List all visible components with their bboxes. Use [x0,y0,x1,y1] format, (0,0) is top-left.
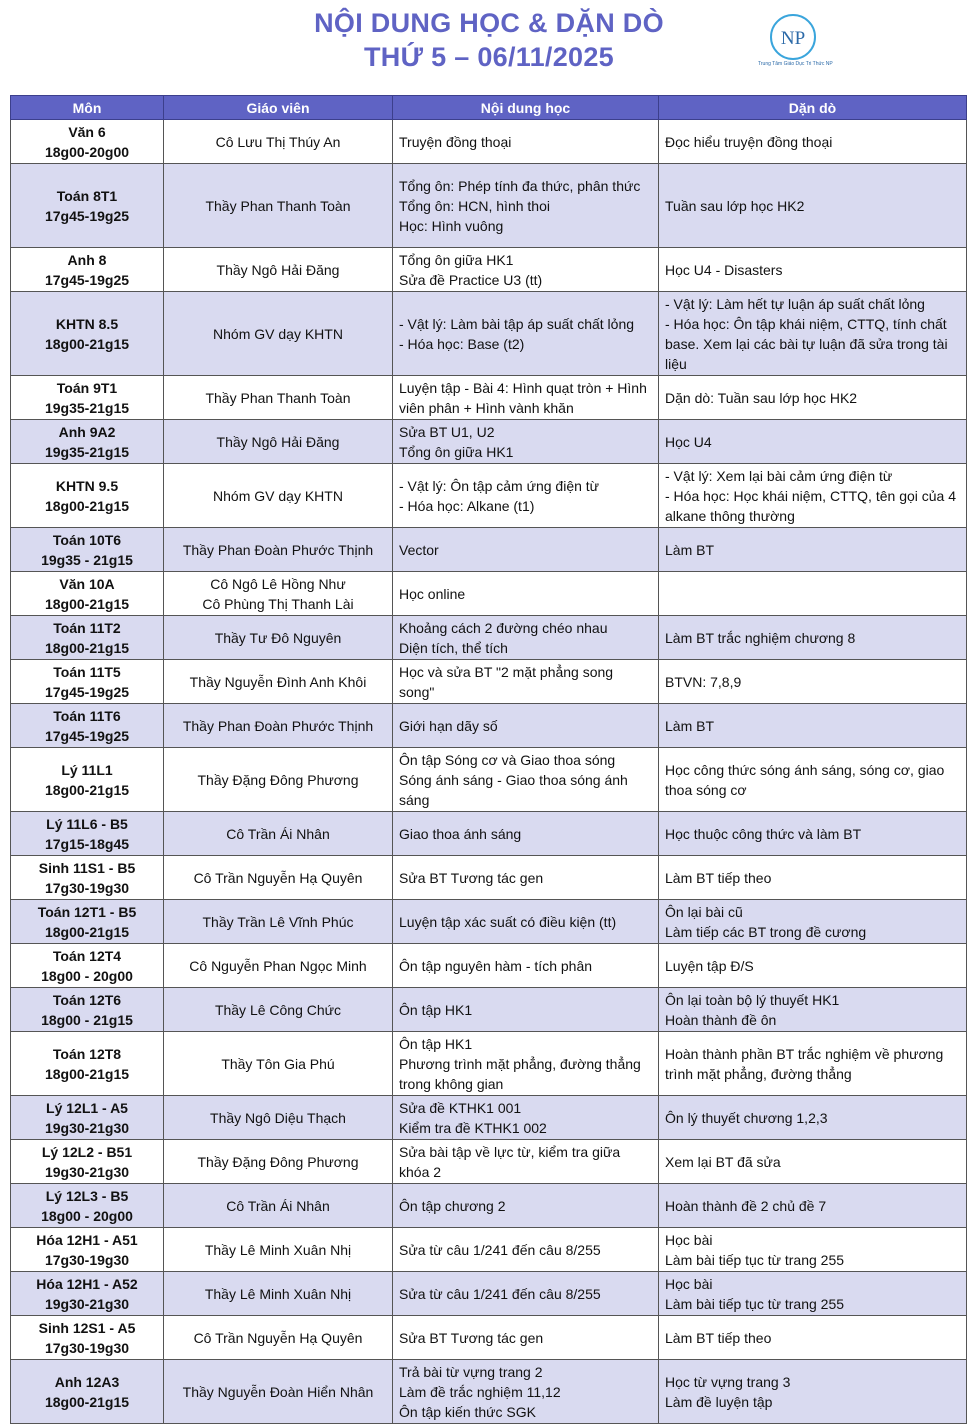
cell-line: Thầy Tôn Gia Phú [221,1055,335,1072]
cell-line: Thầy Nguyễn Đoàn Hiển Nhân [182,1383,374,1400]
cell-nd [393,1032,659,1096]
cell-line: 19g35-21g15 [44,443,130,460]
cell-line: BTVN: 7,8,9 [665,673,742,690]
table-row [11,528,967,572]
cell-gv [164,120,393,164]
table-row [11,1096,967,1140]
cell-line: Trả bài từ vựng trang 2 [399,1363,543,1380]
cell-line: Hoàn thành phần BT trắc nghiệm về phương trình mặt phẳng, đường thẳng [665,1045,944,1082]
cell-line: Ôn tập nguyên hàm - tích phân [399,957,593,974]
cell-line: Học U4 - Disasters [665,261,783,278]
cell-line: 18g00-20g00 [44,143,130,160]
table-row [11,1184,967,1228]
cell-line: Truyện đồng thoại [399,133,512,150]
header-giao-vien: Giáo viên [164,96,393,120]
cell-line: 18g00 - 20g00 [41,1207,133,1224]
cell-dd [659,1184,967,1228]
cell-gv [164,1360,393,1424]
cell-line: Thầy Đặng Đông Phương [197,771,359,788]
cell-line: Nhóm GV dạy KHTN [213,325,343,342]
cell-dd [659,812,967,856]
cell-mon [11,1360,164,1424]
cell-dd [659,528,967,572]
cell-gv [164,748,393,812]
cell-nd [393,292,659,376]
cell-line: - Hóa học: Ôn tập khái niệm, CTTQ, tính chất base. Xem lại các bài tự luận đã sửa trong tài liệu [665,315,948,372]
cell-line: Thầy Phan Đoàn Phước Thịnh [182,717,374,734]
cell-gv [164,1096,393,1140]
cell-line: Vector [399,541,439,558]
cell-line: - Vật lý: Làm bài tập áp suất chất lỏng [399,315,635,332]
cell-line: Lý 11L6 - B5 [46,815,128,832]
cell-line: Làm BT tiếp theo [665,1329,772,1346]
cell-line: Học bài [665,1275,713,1292]
cell-line: Cô Nguyễn Phan Ngọc Minh [189,957,367,974]
cell-line: - Hóa học: Alkane (t1) [399,497,535,514]
cell-line: Tổng ôn: HCN, hình thoi [399,197,550,214]
cell-line: 18g00-21g15 [44,1393,130,1410]
cell-line: Tổng ôn: Phép tính đa thức, phân thức [399,177,641,194]
cell-line: - Vật lý: Xem lại bài cảm ứng điện từ [665,467,893,484]
cell-line: Làm đề trắc nghiệm 11,12 [399,1383,561,1400]
cell-dd [659,164,967,248]
cell-nd [393,1272,659,1316]
cell-mon [11,572,164,616]
cell-line: 18g00-21g15 [44,595,130,612]
cell-mon [11,988,164,1032]
cell-dd [659,248,967,292]
cell-line: 17g45-19g25 [44,207,130,224]
cell-gv [164,812,393,856]
cell-line: Tổng ôn giữa HK1 [399,251,514,268]
cell-line: Toán 12T1 - B5 [37,903,137,920]
cell-line: Văn 10A [59,575,115,592]
cell-line: Ôn tập HK1 [399,1001,473,1018]
cell-line: Luyện tập Đ/S [665,957,754,974]
cell-line: Anh 12A3 [54,1373,120,1390]
cell-line: Đọc hiểu truyện đồng thoại [665,133,833,150]
cell-line: Hóa 12H1 - A51 [36,1231,138,1248]
cell-dd [659,572,967,616]
cell-line: Tổng ôn giữa HK1 [399,443,514,460]
table-row [11,1032,967,1096]
table-row [11,292,967,376]
table-row [11,1140,967,1184]
cell-mon [11,1032,164,1096]
cell-line: Hoàn thành đề ôn [665,1011,777,1028]
cell-dd [659,660,967,704]
cell-nd [393,660,659,704]
cell-nd [393,376,659,420]
cell-line: Thầy Phan Thanh Toàn [205,389,351,406]
cell-line: Ôn tập HK1 [399,1035,473,1052]
cell-line: Thầy Ngô Hải Đăng [216,261,340,278]
header-noi-dung-hoc: Nội dung học [393,96,659,120]
cell-dd [659,1360,967,1424]
cell-dd [659,1032,967,1096]
cell-gv [164,248,393,292]
cell-line: Anh 8 [67,251,107,268]
cell-line: Làm BT [665,541,715,558]
cell-dd [659,1096,967,1140]
cell-mon [11,1184,164,1228]
cell-line: Học và sửa BT "2 mặt phẳng song song" [399,663,614,700]
cell-line: 18g00-21g15 [44,639,130,656]
cell-line: Làm BT [665,717,715,734]
table-row [11,988,967,1032]
cell-line: Học U4 [665,433,712,450]
cell-mon [11,292,164,376]
cell-line: Văn 6 [68,123,106,140]
cell-line: Dặn dò: Tuần sau lớp học HK2 [665,389,858,406]
cell-line: Học từ vựng trang 3 [665,1373,791,1390]
cell-line: Ôn tập chương 2 [399,1197,506,1214]
cell-line: Sinh 11S1 - B5 [38,859,136,876]
table-row [11,1228,967,1272]
cell-line: 19g35 - 21g15 [41,551,133,568]
table-row [11,856,967,900]
cell-line: Thầy Trần Lê Vĩnh Phúc [202,913,354,930]
cell-gv [164,376,393,420]
cell-line: Cô Ngô Lê Hồng Như [210,575,346,592]
cell-line: Toán 8T1 [56,187,118,204]
table-row [11,376,967,420]
cell-line: Toán 11T2 [53,619,121,636]
cell-line: Toán 12T8 [52,1045,122,1062]
cell-line: 17g30-19g30 [44,1339,130,1356]
cell-line: - Vật lý: Làm hết tự luận áp suất chất lỏng [665,295,925,312]
cell-line: Làm tiếp các BT trong đề cương [665,923,867,940]
cell-line: Ôn tập kiến thức SGK [399,1403,536,1420]
cell-mon [11,1316,164,1360]
cell-line: Thầy Ngô Hải Đăng [216,433,340,450]
table-row [11,164,967,248]
cell-line: Hoàn thành đề 2 chủ đề 7 [665,1197,827,1214]
cell-line: Cô Trần Nguyễn Hạ Quyên [193,1329,363,1346]
cell-mon [11,748,164,812]
cell-line: Thầy Ngô Diệu Thạch [210,1109,346,1126]
cell-line: Cô Trần Nguyễn Hạ Quyên [193,869,363,886]
table-row [11,420,967,464]
cell-dd [659,900,967,944]
cell-line: Cô Lưu Thị Thúy An [215,133,341,150]
cell-line: Thầy Phan Đoàn Phước Thịnh [182,541,374,558]
cell-line: Học thuộc công thức và làm BT [665,825,862,842]
cell-line: Thầy Đặng Đông Phương [197,1153,359,1170]
cell-line: 17g45-19g25 [44,271,130,288]
header-dan-do: Dặn dò [659,96,967,120]
cell-line: Học online [399,585,466,602]
cell-dd [659,120,967,164]
cell-line: Cô Trần Ái Nhân [226,1197,330,1214]
cell-nd [393,616,659,660]
table-row [11,572,967,616]
cell-mon [11,248,164,292]
cell-nd [393,164,659,248]
cell-nd [393,1140,659,1184]
cell-nd [393,1360,659,1424]
cell-line: Cô Phùng Thị Thanh Lài [202,595,354,612]
cell-line: 18g00-21g15 [44,1065,130,1082]
cell-line: Toán 9T1 [56,379,118,396]
cell-line: 17g45-19g25 [44,683,130,700]
cell-line: KHTN 8.5 [55,315,119,332]
cell-line: Làm bài tiếp tục từ trang 255 [665,1251,845,1268]
table-row [11,464,967,528]
cell-line: Phương trình mặt phẳng, đường thẳng trong không gian [399,1055,641,1092]
cell-line: Ôn lại bài cũ [665,903,743,920]
cell-nd [393,748,659,812]
cell-line: Lý 12L1 - A5 [46,1099,128,1116]
cell-line: Ôn tập Sóng cơ và Giao thoa sóng [399,751,616,768]
cell-line: KHTN 9.5 [55,477,119,494]
cell-gv [164,164,393,248]
cell-gv [164,856,393,900]
cell-line: Sửa BT Tương tác gen [399,869,544,886]
cell-nd [393,856,659,900]
cell-line: 19g35-21g15 [44,399,130,416]
cell-gv [164,704,393,748]
logo-letters: NP [780,28,806,49]
cell-line: Làm BT trắc nghiệm chương 8 [665,629,856,646]
cell-mon [11,464,164,528]
cell-mon [11,616,164,660]
cell-line: Giới hạn dãy số [399,717,498,734]
cell-mon [11,120,164,164]
cell-gv [164,1140,393,1184]
cell-line: Lý 11L1 [61,761,113,778]
cell-line: Anh 9A2 [58,423,116,440]
cell-nd [393,944,659,988]
cell-nd [393,420,659,464]
cell-gv [164,660,393,704]
table-row [11,704,967,748]
cell-mon [11,420,164,464]
cell-dd [659,944,967,988]
cell-line: 17g30-19g30 [44,879,130,896]
cell-mon [11,1140,164,1184]
table-row [11,660,967,704]
cell-dd [659,1228,967,1272]
cell-line: 18g00 - 21g15 [41,1011,133,1028]
cell-gv [164,1272,393,1316]
table-header-row [11,96,967,120]
cell-line: 18g00-21g15 [44,781,130,798]
cell-line: Sinh 12S1 - A5 [38,1319,136,1336]
cell-line: Thầy Tư Đô Nguyên [214,629,342,646]
cell-gv [164,464,393,528]
table-row [11,1272,967,1316]
cell-line: 18g00-21g15 [44,497,130,514]
cell-dd [659,616,967,660]
cell-dd [659,704,967,748]
cell-line: Thầy Lê Công Chức [214,1001,342,1018]
cell-gv [164,572,393,616]
cell-line: 18g00-21g15 [44,335,130,352]
np-logo [758,14,833,72]
cell-dd [659,420,967,464]
cell-line: Sửa từ câu 1/241 đến câu 8/255 [399,1285,601,1302]
cell-gv [164,1228,393,1272]
cell-mon [11,1228,164,1272]
cell-line: Làm đề luyện tập [665,1393,773,1410]
cell-gv [164,1032,393,1096]
cell-line: 19g30-21g30 [44,1163,130,1180]
cell-mon [11,704,164,748]
cell-line: Nhóm GV dạy KHTN [213,487,343,504]
cell-gv [164,420,393,464]
cell-line: Thầy Phan Thanh Toàn [205,197,351,214]
cell-line: Toán 12T6 [52,991,122,1008]
cell-line: Luyện tập - Bài 4: Hình quạt tròn + Hình viên phân + Hình vành khăn [399,379,647,416]
cell-mon [11,856,164,900]
cell-dd [659,1316,967,1360]
cell-line: Thầy Nguyễn Đình Anh Khôi [189,673,367,690]
cell-nd [393,528,659,572]
cell-nd [393,1096,659,1140]
cell-mon [11,1096,164,1140]
cell-line: - Hóa học: Base (t2) [399,335,525,352]
cell-line: Học: Hình vuông [399,217,504,234]
cell-nd [393,1184,659,1228]
cell-line: Toán 11T5 [53,663,121,680]
cell-dd [659,1140,967,1184]
schedule-table [10,95,967,1424]
cell-gv [164,616,393,660]
cell-nd [393,120,659,164]
table-row [11,1316,967,1360]
cell-line: - Hóa học: Học khái niệm, CTTQ, tên gọi của 4 alkane thông thường [665,487,957,524]
cell-mon [11,944,164,988]
header-mon: Môn [11,96,164,120]
page-title: NỘI DUNG HỌC & DẶN DÒ [314,8,664,38]
cell-mon [11,164,164,248]
cell-line: 18g00-21g15 [44,923,130,940]
cell-nd [393,464,659,528]
cell-line: Kiểm tra đề KTHK1 002 [399,1119,547,1136]
table-row [11,1360,967,1424]
cell-gv [164,528,393,572]
cell-nd [393,704,659,748]
table-row [11,616,967,660]
cell-mon [11,528,164,572]
cell-line: Sửa BT Tương tác gen [399,1329,544,1346]
cell-line: Sửa đề KTHK1 001 [399,1099,522,1116]
cell-line: Diện tích, thể tích [399,639,508,656]
cell-line: Sửa bài tập về lực từ, kiểm tra giữa khóa 2 [399,1143,621,1180]
cell-line: Hóa 12H1 - A52 [36,1275,138,1292]
cell-dd [659,988,967,1032]
cell-line: 17g30-19g30 [44,1251,130,1268]
cell-line: 17g45-19g25 [44,727,130,744]
cell-nd [393,248,659,292]
cell-line: Học bài [665,1231,713,1248]
page-date: THỨ 5 – 06/11/2025 [364,42,614,72]
cell-line: Ôn lý thuyết chương 1,2,3 [665,1109,828,1126]
cell-line: Toán 10T6 [52,531,122,548]
cell-line: 17g15-18g45 [44,835,130,852]
cell-line: 18g00 - 20g00 [41,967,133,984]
cell-line: Lý 12L3 - B5 [45,1187,129,1204]
table-row [11,812,967,856]
cell-mon [11,812,164,856]
cell-line: 19g30-21g30 [44,1295,130,1312]
cell-nd [393,1316,659,1360]
cell-mon [11,900,164,944]
table-row [11,248,967,292]
table-row [11,748,967,812]
cell-line: Thầy Lê Minh Xuân Nhị [204,1241,352,1258]
cell-line: Tuần sau lớp học HK2 [665,197,805,214]
cell-dd [659,292,967,376]
cell-dd [659,464,967,528]
cell-line: Toán 12T4 [52,947,122,964]
cell-gv [164,1184,393,1228]
cell-line: 19g30-21g30 [44,1119,130,1136]
cell-gv [164,292,393,376]
logo-caption: Trung Tâm Giáo Dục Tri Thức NP [758,61,833,67]
cell-gv [164,944,393,988]
logo-circle-icon [770,14,816,60]
cell-nd [393,1228,659,1272]
cell-line: Sửa đề Practice U3 (tt) [399,271,543,288]
cell-nd [393,572,659,616]
cell-line: Luyện tập xác suất có điều kiện (tt) [399,913,617,930]
cell-line: Sửa BT U1, U2 [399,423,495,440]
page-header [0,0,978,94]
cell-mon [11,376,164,420]
cell-gv [164,988,393,1032]
cell-line: Sóng ánh sáng - Giao thoa sóng ánh sáng [399,771,628,808]
cell-nd [393,812,659,856]
table-row [11,900,967,944]
cell-nd [393,988,659,1032]
cell-line: - Vật lý: Ôn tập cảm ứng điện từ [399,477,600,494]
cell-line: Làm bài tiếp tục từ trang 255 [665,1295,845,1312]
cell-line: Sửa từ câu 1/241 đến câu 8/255 [399,1241,601,1258]
cell-mon [11,660,164,704]
table-row [11,944,967,988]
cell-line: Toán 11T6 [53,707,121,724]
cell-line: Làm BT tiếp theo [665,869,772,886]
cell-gv [164,1316,393,1360]
cell-dd [659,856,967,900]
cell-line: Ôn lại toàn bộ lý thuyết HK1 [665,991,840,1008]
cell-dd [659,1272,967,1316]
cell-dd [659,376,967,420]
cell-nd [393,900,659,944]
table-row [11,120,967,164]
cell-line: Khoảng cách 2 đường chéo nhau [399,619,608,636]
cell-line: Cô Trần Ái Nhân [226,825,330,842]
cell-line: Xem lại BT đã sửa [665,1153,781,1170]
cell-line: Giao thoa ánh sáng [399,825,522,842]
cell-line: Lý 12L2 - B51 [41,1143,133,1160]
cell-line: Thầy Lê Minh Xuân Nhị [204,1285,352,1302]
cell-line: Học công thức sóng ánh sáng, sóng cơ, giao thoa sóng cơ [665,761,945,798]
cell-gv [164,900,393,944]
cell-mon [11,1272,164,1316]
cell-dd [659,748,967,812]
